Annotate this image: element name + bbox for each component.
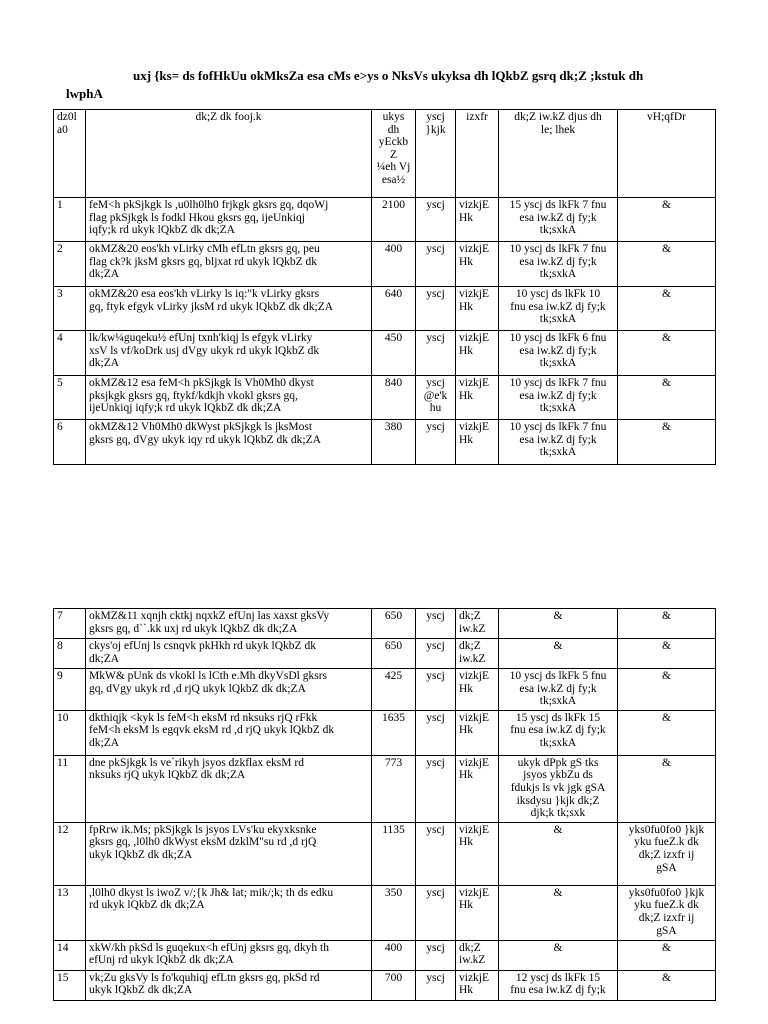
cell-done-by: yscj [416, 885, 456, 940]
col-header-remarks: vH;qfDr [618, 110, 716, 198]
cell-deadline: 10 yscj ds lkFk 6 fnu esa iw.kZ dj fy;k tk;sxkA [499, 331, 618, 376]
col-header-labour: yscj }kjk [416, 110, 456, 198]
cell-work-description: okMZ&11 xqnjh cktkj nqxkZ efUnj las xaxst gksVy gksrs gq, d``.kk uxj rd ukyk lQkbZ dk dk;ZA [86, 609, 372, 639]
table-row [54, 885, 716, 940]
cell-serial-no: 8 [54, 639, 86, 669]
cell-deadline: 10 yscj ds lkFk 7 fnu esa iw.kZ dj fy;k tk;sxkA [499, 242, 618, 287]
cell-serial-no: 1 [54, 198, 86, 242]
cell-remarks: & [618, 710, 716, 755]
cell-serial-no: 9 [54, 669, 86, 711]
cell-progress: vizkjE Hk [456, 198, 499, 242]
cell-progress: vizkjE Hk [456, 242, 499, 287]
cell-work-description: dkthiqjk <kyk ls feM<h eksM rd nksuks rjQ rFkk feM<h eksM ls egqvk eksM rd ,d rjQ ukyk lQkbZ dk dk;ZA [86, 710, 372, 755]
cell-deadline: 15 yscj ds lkFk 15 fnu esa iw.kZ dj fy;k tk;sxkA [499, 710, 618, 755]
cell-work-description: fpRrw ik.Ms; pkSjkgk ls jsyos LVs'ku ekyxksnke gksrs gq, ,l0lh0 dkWyst eksM dzklM"su rd ,d rjQ ukyk lQkbZ dk dk;ZA [86, 822, 372, 885]
col-header-description: dk;Z dk fooj.k [86, 110, 372, 198]
cell-drain-length: 1135 [372, 822, 416, 885]
cell-deadline: 10 yscj ds lkFk 10 fnu esa iw.kZ dj fy;k tk;sxkA [499, 287, 618, 331]
cell-done-by: yscj [416, 242, 456, 287]
work-plan-table-part-1 [53, 109, 716, 465]
table-row [54, 420, 716, 465]
table-row [54, 242, 716, 287]
cell-drain-length: 425 [372, 669, 416, 711]
cell-serial-no: 3 [54, 287, 86, 331]
table-row [54, 669, 716, 711]
cell-drain-length: 400 [372, 940, 416, 970]
cell-serial-no: 12 [54, 822, 86, 885]
cell-remarks: & [618, 755, 716, 822]
table-row [54, 198, 716, 242]
table-row [54, 287, 716, 331]
cell-progress: vizkjE Hk [456, 755, 499, 822]
cell-done-by: yscj [416, 609, 456, 639]
cell-remarks: & [618, 639, 716, 669]
cell-done-by: yscj [416, 710, 456, 755]
col-header-deadline: dk;Z iw.kZ djus dh le; lhek [499, 110, 618, 198]
table-row [54, 970, 716, 1000]
cell-progress: vizkjE Hk [456, 822, 499, 885]
cell-progress: vizkjE Hk [456, 669, 499, 711]
cell-done-by: yscj [416, 940, 456, 970]
col-header-length: ukys dh yEckb Z ¼eh Vj esa½ [372, 110, 416, 198]
cell-progress: dk;Z iw.kZ [456, 940, 499, 970]
cell-done-by: yscj [416, 198, 456, 242]
table-body-part-2 [54, 609, 716, 1001]
cell-serial-no: 15 [54, 970, 86, 1000]
work-plan-table-part-2 [53, 608, 716, 1001]
cell-done-by: yscj [416, 755, 456, 822]
cell-done-by: yscj [416, 331, 456, 376]
cell-work-description: vk;Zu gksVy ls fo'kquhiqj efLtn gksrs gq, pkSd rd ukyk lQkbZ dk dk;ZA [86, 970, 372, 1000]
cell-remarks: & [618, 198, 716, 242]
cell-deadline: 10 yscj ds lkFk 5 fnu esa iw.kZ dj fy;k tk;sxkA [499, 669, 618, 711]
cell-work-description: okMZ&20 esa eos'kh vLirky ls iq:"k vLirky gksrs gq, ftyk efgyk vLirky jksM rd ukyk lQkbZ dk dk;ZA [86, 287, 372, 331]
cell-done-by: yscj [416, 639, 456, 669]
cell-done-by: yscj [416, 970, 456, 1000]
cell-done-by: yscj @e'k hu [416, 376, 456, 420]
cell-deadline: 10 yscj ds lkFk 7 fnu esa iw.kZ dj fy;k tk;sxkA [499, 420, 618, 465]
col-header-serial: dz0l a0 [54, 110, 86, 198]
cell-serial-no: 2 [54, 242, 86, 287]
cell-deadline: ukyk dPpk gS tks jsyos ykbZu ds fdukjs ls vk jgk gSA iksdysu }kjk dk;Z djk;k tk;sxk [499, 755, 618, 822]
table-row [54, 376, 716, 420]
table-row [54, 331, 716, 376]
cell-drain-length: 640 [372, 287, 416, 331]
cell-progress: vizkjE Hk [456, 287, 499, 331]
cell-work-description: MkW& pUnk ds vkokl ls lCth e.Mh dkyVsDl gksrs gq, dVgy ukyk rd ,d rjQ ukyk lQkbZ dk dk;ZA [86, 669, 372, 711]
cell-deadline: & [499, 639, 618, 669]
cell-deadline: & [499, 822, 618, 885]
table-header-row [54, 110, 716, 198]
cell-progress: vizkjE Hk [456, 331, 499, 376]
cell-done-by: yscj [416, 822, 456, 885]
cell-progress: dk;Z iw.kZ [456, 609, 499, 639]
cell-progress: vizkjE Hk [456, 885, 499, 940]
table-row [54, 639, 716, 669]
cell-drain-length: 840 [372, 376, 416, 420]
cell-remarks: & [618, 970, 716, 1000]
cell-done-by: yscj [416, 287, 456, 331]
cell-remarks: & [618, 940, 716, 970]
table-row [54, 822, 716, 885]
cell-drain-length: 1635 [372, 710, 416, 755]
cell-deadline: & [499, 885, 618, 940]
cell-done-by: yscj [416, 420, 456, 465]
cell-drain-length: 380 [372, 420, 416, 465]
cell-serial-no: 7 [54, 609, 86, 639]
cell-remarks: yks0fu0fo0 }kjk yku fueZ.k dk dk;Z izxfr ij gSA [618, 885, 716, 940]
cell-progress: vizkjE Hk [456, 376, 499, 420]
cell-progress: vizkjE Hk [456, 970, 499, 1000]
cell-work-description: lk/kw¼guqeku½ efUnj txnh'kiqj ls efgyk vLirky xsV ls vf/koDrk usj dVgy ukyk rd ukyk lQkbZ dk dk;ZA [86, 331, 372, 376]
cell-serial-no: 5 [54, 376, 86, 420]
cell-drain-length: 450 [372, 331, 416, 376]
cell-remarks: & [618, 420, 716, 465]
cell-remarks: & [618, 287, 716, 331]
table-row [54, 940, 716, 970]
cell-deadline: 10 yscj ds lkFk 7 fnu esa iw.kZ dj fy;k tk;sxkA [499, 376, 618, 420]
document-heading-line-1: uxj {ks= ds fofHkUu okMksZa esa cMs e>ys o NksVs ukyksa dh lQkbZ gsrq dk;Z ;kstuk dh [133, 68, 644, 83]
table-row [54, 710, 716, 755]
cell-serial-no: 4 [54, 331, 86, 376]
cell-work-description: ,l0lh0 dkyst ls iwoZ v/;{k Jh& lat; mik/;k; th ds edku rd ukyk lQkbZ dk dk;ZA [86, 885, 372, 940]
document-heading-line-2: lwphA [66, 86, 103, 101]
cell-serial-no: 10 [54, 710, 86, 755]
cell-drain-length: 2100 [372, 198, 416, 242]
table-body-part-1 [54, 198, 716, 465]
cell-deadline: 12 yscj ds lkFk 15 fnu esa iw.kZ dj fy;k [499, 970, 618, 1000]
cell-work-description: okMZ&20 eos'kh vLirky cMh efLtn gksrs gq, peu flag ck?k jksM gksrs gq, bljxat rd ukyk lQkbZ dk dk;ZA [86, 242, 372, 287]
cell-progress: dk;Z iw.kZ [456, 639, 499, 669]
cell-deadline: & [499, 609, 618, 639]
cell-drain-length: 400 [372, 242, 416, 287]
cell-work-description: dne pkSjkgk ls ve`rikyh jsyos dzkflax eksM rd nksuks rjQ ukyk lQkbZ dk dk;ZA [86, 755, 372, 822]
cell-remarks: & [618, 242, 716, 287]
cell-deadline: & [499, 940, 618, 970]
cell-remarks: & [618, 669, 716, 711]
cell-remarks: yks0fu0fo0 }kjk yku fueZ.k dk dk;Z izxfr ij gSA [618, 822, 716, 885]
cell-serial-no: 11 [54, 755, 86, 822]
cell-progress: vizkjE Hk [456, 710, 499, 755]
cell-work-description: okMZ&12 Vh0Mh0 dkWyst pkSjkgk ls jksMost gksrs gq, dVgy ukyk iqy rd ukyk lQkbZ dk dk;ZA [86, 420, 372, 465]
cell-work-description: ckys'oj efUnj ls csnqvk pkHkh rd ukyk lQkbZ dk dk;ZA [86, 639, 372, 669]
cell-serial-no: 6 [54, 420, 86, 465]
cell-remarks: & [618, 331, 716, 376]
table-row [54, 755, 716, 822]
cell-work-description: okMZ&12 esa feM<h pkSjkgk ls Vh0Mh0 dkyst pksjkgk gksrs gq, ftykf/kdkjh vkokl gksrs gq, ijeUnkiqj iqfy;k rd ukyk lQkbZ dk dk;ZA [86, 376, 372, 420]
cell-drain-length: 773 [372, 755, 416, 822]
cell-remarks: & [618, 376, 716, 420]
cell-serial-no: 13 [54, 885, 86, 940]
cell-work-description: xkW/kh pkSd ls guqekux<h efUnj gksrs gq, dkyh th efUnj rd ukyk lQkbZ dk dk;ZA [86, 940, 372, 970]
cell-remarks: & [618, 609, 716, 639]
cell-deadline: 15 yscj ds lkFk 7 fnu esa iw.kZ dj fy;k tk;sxkA [499, 198, 618, 242]
cell-serial-no: 14 [54, 940, 86, 970]
cell-drain-length: 650 [372, 639, 416, 669]
table-row [54, 609, 716, 639]
cell-drain-length: 350 [372, 885, 416, 940]
cell-drain-length: 700 [372, 970, 416, 1000]
cell-done-by: yscj [416, 669, 456, 711]
cell-progress: vizkjE Hk [456, 420, 499, 465]
col-header-progress: izxfr [456, 110, 499, 198]
cell-work-description: feM<h pkSjkgk ls ,u0lh0lh0 frjkgk gksrs gq, dqoWj flag pkSjkgk ls fodkl Hkou gksrs gq, ijeUnkiqj iqfy;k rd ukyk lQkbZ dk dk;ZA [86, 198, 372, 242]
cell-drain-length: 650 [372, 609, 416, 639]
